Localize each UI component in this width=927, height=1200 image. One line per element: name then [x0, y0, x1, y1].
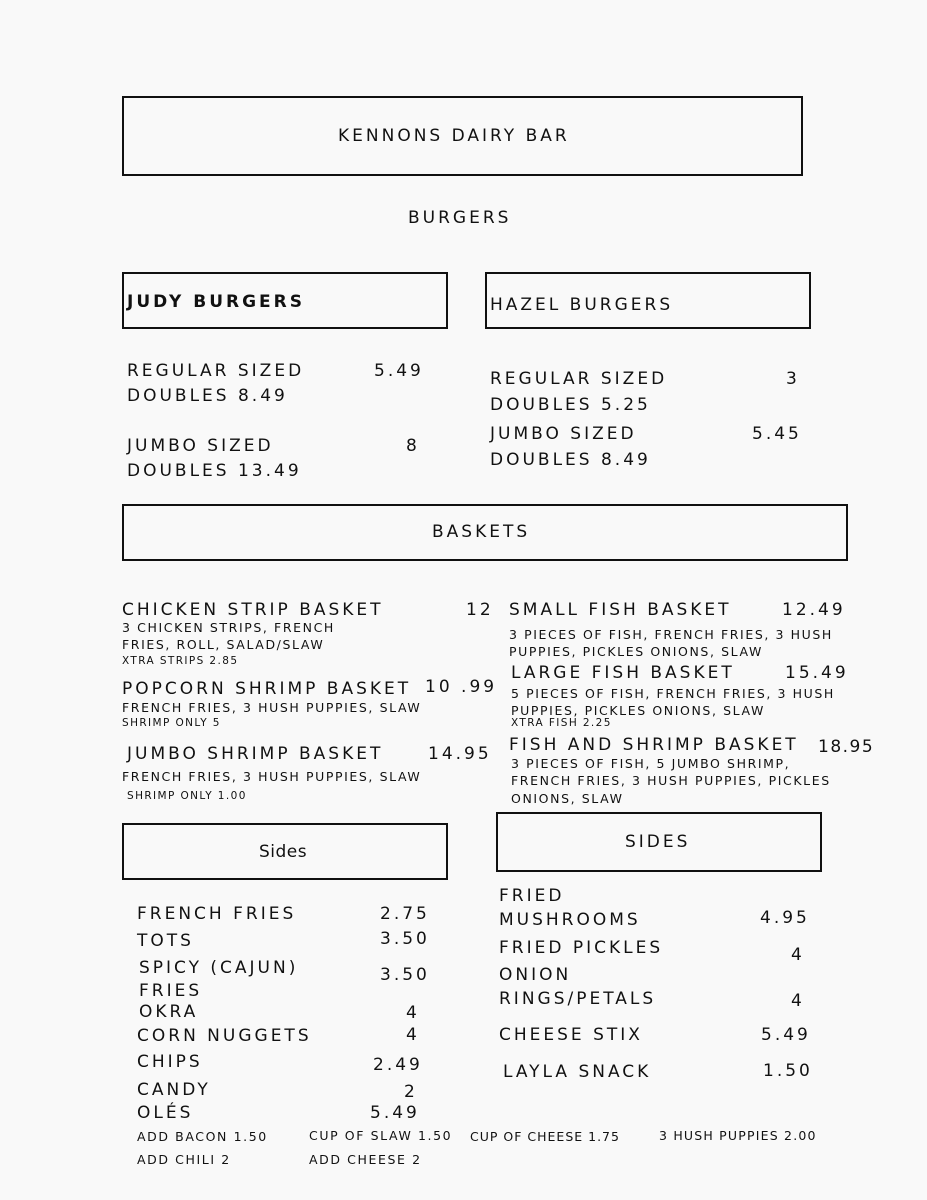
side-candy-name: CANDY: [137, 1080, 211, 1100]
small-fish-name: SMALL FISH BASKET: [509, 600, 732, 620]
side-onion-name-1: ONION: [499, 965, 572, 985]
side-cheese-stix-name: CHEESE STIX: [499, 1025, 643, 1045]
jumbo-shrimp-price: 14.95: [428, 744, 492, 764]
sides-left-heading: Sides: [259, 842, 308, 862]
side-tots-price: 3.50: [380, 929, 430, 949]
fish-shrimp-desc-1: 3 PIECES OF FISH, 5 JUMBO SHRIMP,: [511, 756, 791, 771]
judy-regular-price: 5.49: [374, 361, 424, 381]
hazel-regular-price: 3: [786, 369, 800, 389]
hazel-regular-label: REGULAR SIZED: [490, 369, 668, 389]
baskets-heading: BASKETS: [432, 522, 531, 542]
jumbo-shrimp-desc: FRENCH FRIES, 3 HUSH PUPPIES, SLAW: [122, 769, 422, 784]
menu-title: KENNONS DAIRY BAR: [338, 126, 570, 146]
addon-cup-cheese: CUP OF CHEESE 1.75: [470, 1129, 620, 1144]
chicken-strip-name: CHICKEN STRIP BASKET: [122, 600, 384, 620]
chicken-strip-desc-1: 3 CHICKEN STRIPS, FRENCH: [122, 620, 335, 635]
side-corn-price: 4: [406, 1025, 420, 1045]
large-fish-desc-2: PUPPIES, PICKLES ONIONS, SLAW: [511, 703, 765, 718]
chicken-strip-extra: XTRA STRIPS 2.85: [122, 655, 239, 667]
jumbo-shrimp-name: JUMBO SHRIMP BASKET: [127, 744, 384, 764]
side-mushrooms-price: 4.95: [760, 908, 810, 928]
side-french-fries-price: 2.75: [380, 904, 430, 924]
side-pickles-price: 4: [791, 945, 805, 965]
fish-shrimp-desc-2: FRENCH FRIES, 3 HUSH PUPPIES, PICKLES: [511, 773, 831, 788]
addon-cup-slaw: CUP OF SLAW 1.50: [309, 1128, 453, 1143]
hazel-jumbo-doubles: DOUBLES 8.49: [490, 450, 651, 470]
side-layla-price: 1.50: [763, 1061, 813, 1081]
chicken-strip-price: 12: [466, 600, 494, 620]
judy-jumbo-label: JUMBO SIZED: [127, 436, 274, 456]
hazel-burgers-heading: HAZEL BURGERS: [490, 295, 674, 315]
chicken-strip-desc-2: FRIES, ROLL, SALAD/SLAW: [122, 637, 325, 652]
judy-regular-label: REGULAR SIZED: [127, 361, 305, 381]
popcorn-shrimp-desc: FRENCH FRIES, 3 HUSH PUPPIES, SLAW: [122, 700, 422, 715]
side-mushrooms-name-2: MUSHROOMS: [499, 910, 641, 930]
side-oles-price: 5.49: [370, 1103, 420, 1123]
burgers-heading: BURGERS: [408, 208, 512, 228]
side-tots-name: TOTS: [137, 931, 194, 951]
addon-bacon: ADD BACON 1.50: [137, 1129, 268, 1144]
side-chips-price: 2.49: [373, 1055, 423, 1075]
sides-right-heading: SIDES: [625, 832, 691, 852]
hazel-jumbo-label: JUMBO SIZED: [490, 424, 637, 444]
side-spicy-price: 3.50: [380, 965, 430, 985]
hazel-regular-doubles: DOUBLES 5.25: [490, 395, 651, 415]
side-corn-name: CORN NUGGETS: [137, 1026, 312, 1046]
side-okra-price: 4: [406, 1003, 420, 1023]
side-onion-name-2: RINGS/PETALS: [499, 989, 657, 1009]
judy-jumbo-doubles: DOUBLES 13.49: [127, 461, 302, 481]
side-chips-name: CHIPS: [137, 1052, 203, 1072]
judy-regular-doubles: DOUBLES 8.49: [127, 386, 288, 406]
large-fish-desc-1: 5 PIECES OF FISH, FRENCH FRIES, 3 HUSH: [511, 686, 835, 701]
large-fish-price: 15.49: [785, 663, 849, 683]
addon-chili: ADD CHILI 2: [137, 1152, 231, 1167]
large-fish-name: LARGE FISH BASKET: [511, 663, 735, 683]
side-spicy-name-2: FRIES: [139, 981, 203, 1001]
small-fish-desc-1: 3 PIECES OF FISH, FRENCH FRIES, 3 HUSH: [509, 627, 833, 642]
judy-burgers-heading: JUDY BURGERS: [127, 292, 305, 312]
side-mushrooms-name-1: FRIED: [499, 886, 565, 906]
hazel-jumbo-price: 5.45: [752, 424, 802, 444]
side-oles-name: OLÉS: [137, 1103, 194, 1123]
side-french-fries-name: FRENCH FRIES: [137, 904, 297, 924]
small-fish-price: 12.49: [782, 600, 846, 620]
fish-shrimp-name: FISH AND SHRIMP BASKET: [509, 735, 799, 755]
side-layla-name: LAYLA SNACK: [503, 1062, 652, 1082]
fish-shrimp-desc-3: ONIONS, SLAW: [511, 791, 624, 806]
large-fish-extra: XTRA FISH 2.25: [511, 717, 612, 729]
jumbo-shrimp-extra: SHRIMP ONLY 1.00: [127, 790, 247, 802]
side-onion-price: 4: [791, 991, 805, 1011]
popcorn-shrimp-name: POPCORN SHRIMP BASKET: [122, 679, 412, 699]
side-pickles-name: FRIED PICKLES: [499, 938, 664, 958]
addon-add-cheese: ADD CHEESE 2: [309, 1152, 422, 1167]
small-fish-desc-2: PUPPIES, PICKLES ONIONS, SLAW: [509, 644, 763, 659]
side-okra-name: OKRA: [139, 1002, 199, 1022]
popcorn-shrimp-price: 10 .99: [425, 677, 498, 697]
judy-jumbo-price: 8: [406, 436, 420, 456]
fish-shrimp-price: 18.95: [818, 737, 875, 757]
side-candy-price: 2: [404, 1082, 418, 1102]
addon-hush-puppies: 3 HUSH PUPPIES 2.00: [659, 1128, 817, 1143]
side-cheese-stix-price: 5.49: [761, 1025, 811, 1045]
side-spicy-name-1: SPICY (CAJUN): [139, 958, 299, 978]
popcorn-shrimp-extra: SHRIMP ONLY 5: [122, 717, 221, 729]
